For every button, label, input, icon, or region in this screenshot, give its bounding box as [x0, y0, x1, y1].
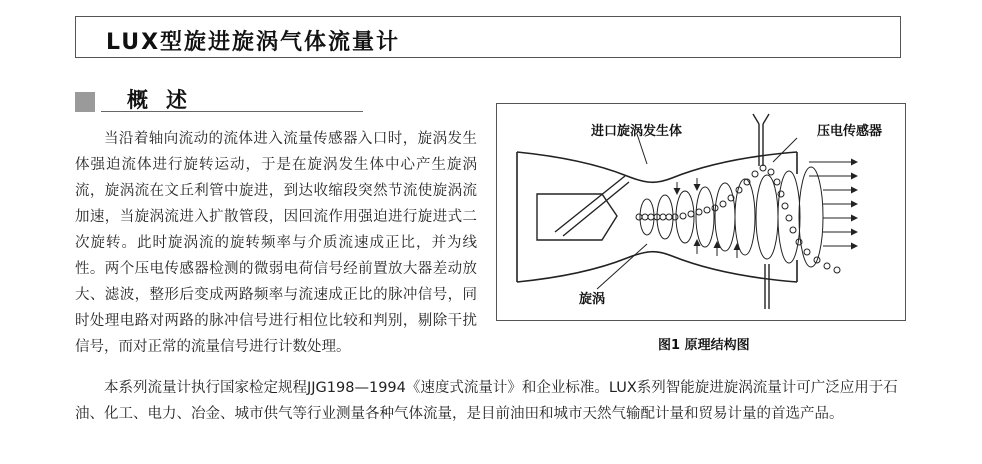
- principle-diagram: [496, 103, 906, 321]
- page-title: LUX型旋进旋涡气体流量计: [106, 30, 401, 55]
- vortex-generator: [537, 176, 629, 240]
- section-marker: [75, 92, 95, 112]
- vortex-label: 旋涡: [579, 292, 606, 307]
- sensor-label: 压电传感器: [817, 124, 883, 139]
- vortex-core: [636, 165, 840, 273]
- label-leaders: [597, 134, 797, 289]
- section-header: [75, 84, 363, 114]
- vortex-helix: [640, 167, 823, 267]
- intro-paragraph: 当沿着轴向流动的流体进入流量传感器入口时，旋涡发生体强迫流体进行旋转运动，于是在旋涡发生体中心产生旋涡流，旋涡流在文丘利管中旋进，到达收缩段突然节流使旋涡流加速，当旋涡流进入扩散管段，因回流作用强迫进行旋进式二次旋转。此时旋涡流的旋转频率与介质流速成正比，并为线性。两个压电传感器检测的微弱电荷信号经前置放大器差动放大、滤波，整形后变成两路频率与流速成正比的脉冲信号，同时处理电路对两路的脉冲信号进行相位比较和判别，剔除干扰信号，而对正常的流量信号进行计数处理。: [75, 131, 477, 355]
- figure-caption: 图1 原理结构图: [658, 338, 750, 353]
- section-title: 概述: [127, 88, 205, 112]
- standard-paragraph: 本系列流量计执行国家检定规程JJG198—1994《速度式流量计》和企业标准。LUX系列智能旋进旋涡流量计可广泛应用于石油、化工、电力、冶金、城市供气等行业测量各种气体流量，是目前油田和城市天然气输配计量和贸易计量的首选产品。: [75, 380, 898, 422]
- generator-label: 进口旋涡发生体: [591, 124, 683, 139]
- title-box: [75, 16, 901, 58]
